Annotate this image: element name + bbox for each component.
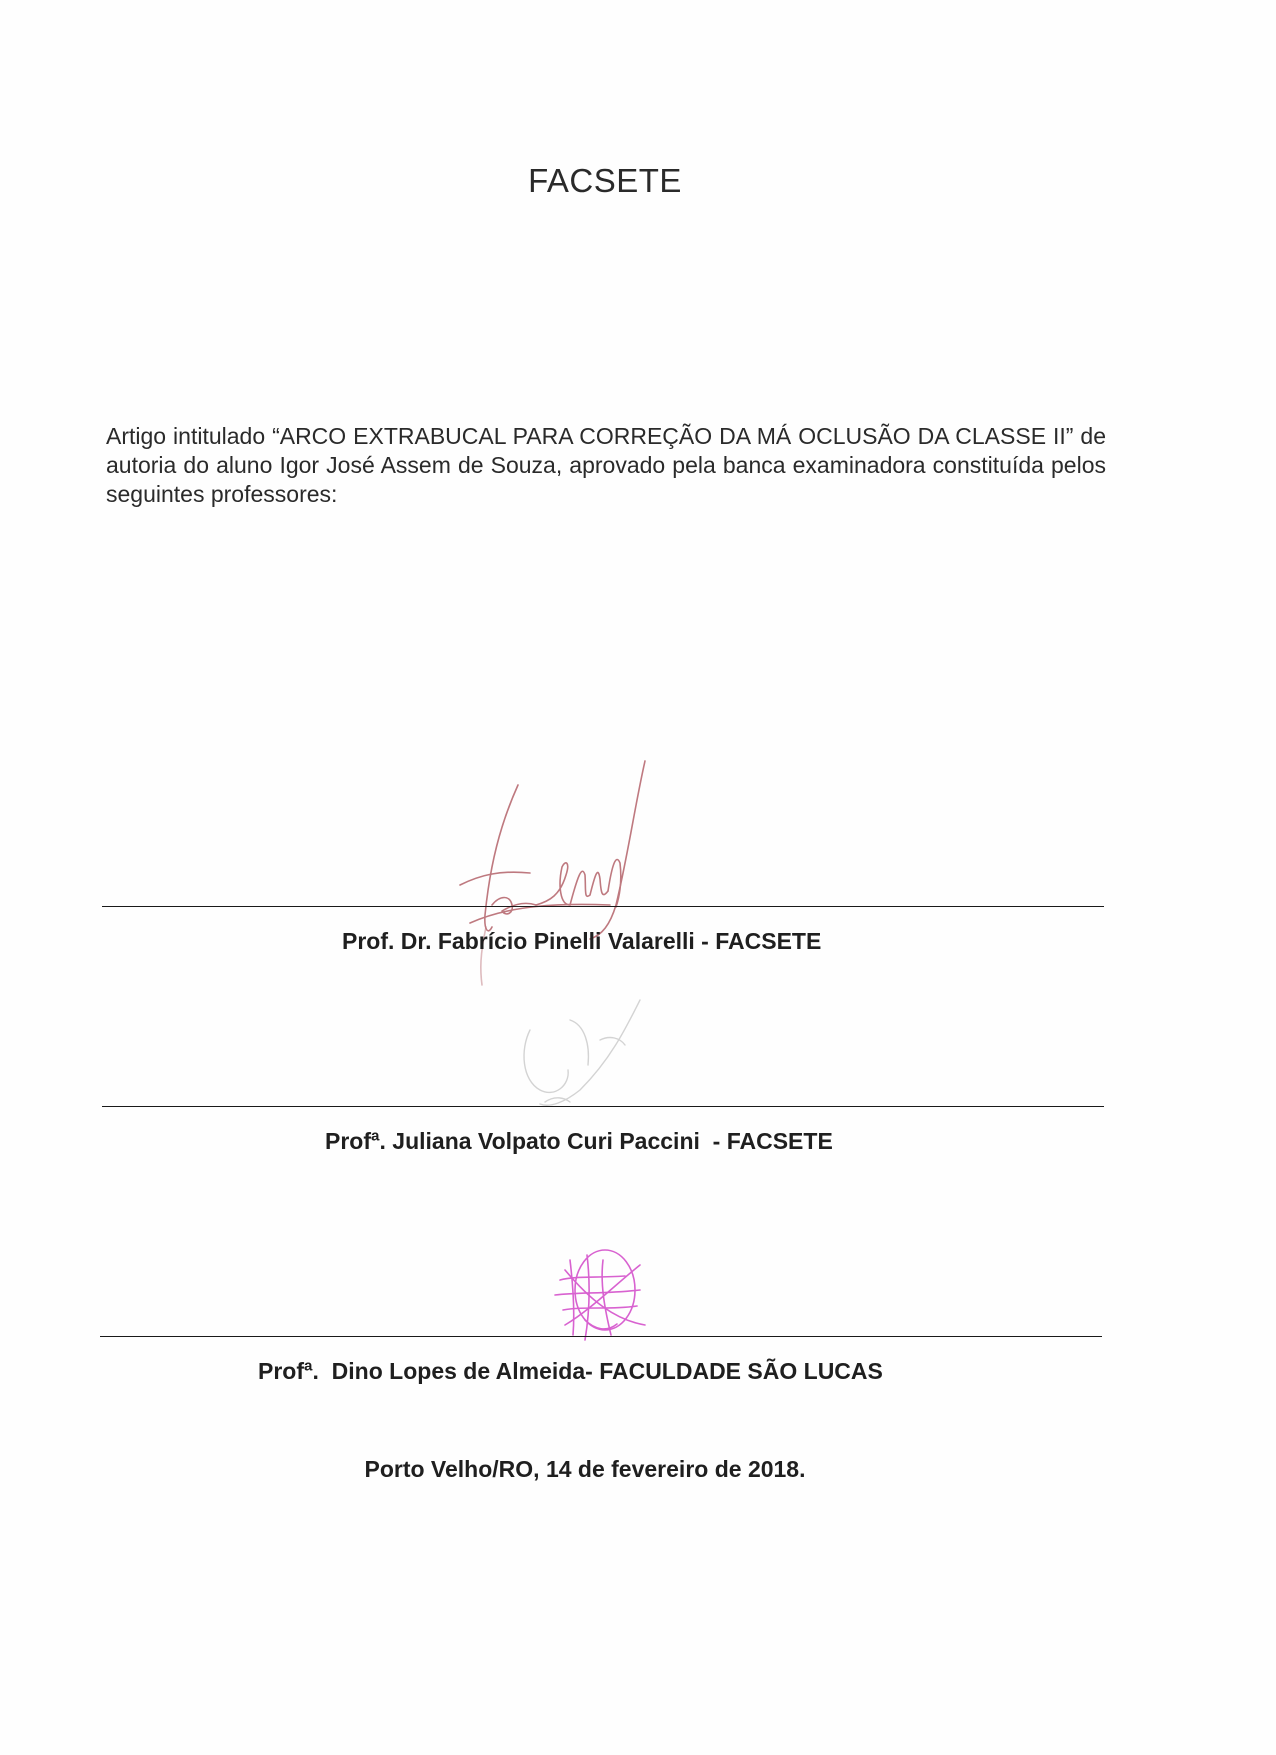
signature-line-3: [100, 1336, 1102, 1337]
signatory-name-1: Prof. Dr. Fabrício Pinelli Valarelli - FACSETE: [342, 928, 822, 954]
document-title: FACSETE: [528, 162, 682, 199]
approval-paragraph: Artigo intitulado “ARCO EXTRABUCAL PARA CORREÇÃO DA MÁ OCLUSÃO DA CLASSE II” de autoria do aluno Igor José Assem de Souza, aprovado pela banca examinadora constituída pelos seguintes professores:: [106, 423, 1106, 507]
signatory-name-2: Profª. Juliana Volpato Curi Paccini - FACSETE: [325, 1128, 833, 1154]
signature-line-1: [102, 906, 1104, 907]
place-and-date: Porto Velho/RO, 14 de fevereiro de 2018.: [364, 1456, 806, 1482]
signature-2-image: [510, 990, 660, 1120]
signature-3-image: [545, 1240, 655, 1350]
signatory-name-3: Profª. Dino Lopes de Almeida- FACULDADE SÃO LUCAS: [258, 1358, 883, 1384]
signature-line-2: [102, 1106, 1104, 1107]
